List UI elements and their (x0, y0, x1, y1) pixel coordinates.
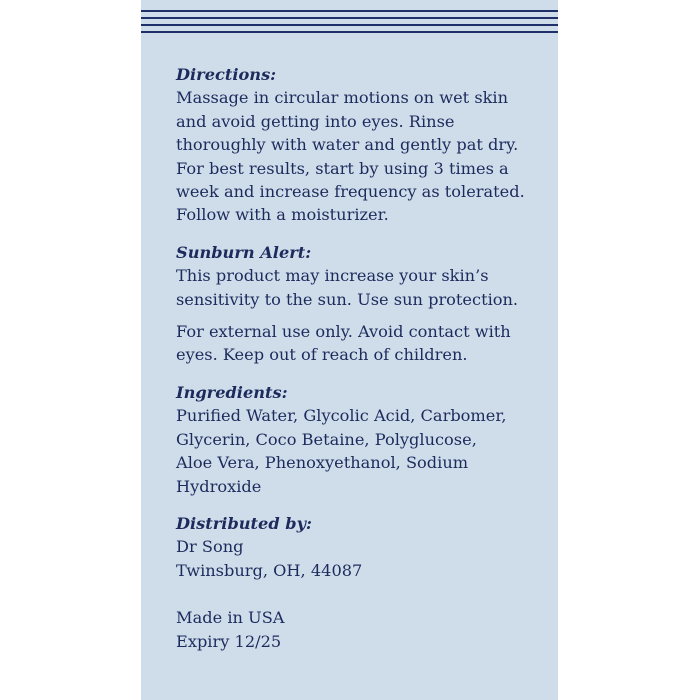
ingredients-line: Glycerin, Coco Betaine, Polyglucose, (176, 429, 477, 449)
ingredients-line: Purified Water, Glycolic Acid, Carbomer, (176, 406, 507, 426)
distributor-address: Twinsburg, OH, 44087 (176, 560, 363, 580)
stripe-line (141, 31, 558, 33)
ingredients-heading: Ingredients: (176, 382, 288, 402)
stripe-line (141, 10, 558, 12)
expiry-text: Expiry 12/25 (176, 631, 282, 651)
ingredients-section (176, 381, 551, 498)
stripe-line (141, 17, 558, 19)
warning-section (176, 320, 551, 367)
warning-line: eyes. Keep out of reach of children. (176, 345, 468, 365)
ingredients-line: Aloe Vera, Phenoxyethanol, Sodium (176, 453, 469, 473)
directions-section (176, 63, 551, 227)
distributor-name: Dr Song (176, 537, 244, 557)
distributor-heading: Distributed by: (176, 513, 312, 533)
directions-line: Follow with a moisturizer. (176, 205, 389, 225)
product-label-panel (141, 0, 558, 700)
directions-line: Massage in circular motions on wet skin (176, 88, 509, 108)
warning-line: For external use only. Avoid contact with (176, 322, 511, 342)
sunburn-alert-line: sensitivity to the sun. Use sun protection. (176, 289, 519, 309)
label-text-block (176, 63, 551, 653)
sunburn-alert-section (176, 241, 551, 311)
directions-line: week and increase frequency as tolerated. (176, 182, 525, 202)
stripe-line (141, 24, 558, 26)
origin-text: Made in USA (176, 608, 285, 628)
ingredients-line: Hydroxide (176, 476, 262, 496)
directions-line: thoroughly with water and gently pat dry. (176, 135, 519, 155)
directions-line: For best results, start by using 3 times a (176, 158, 509, 178)
decorative-stripes (141, 10, 558, 40)
sunburn-alert-heading: Sunburn Alert: (176, 242, 312, 262)
directions-heading: Directions: (176, 65, 277, 84)
distributor-section (176, 512, 551, 582)
directions-line: and avoid getting into eyes. Rinse (176, 111, 455, 131)
origin-expiry-section (176, 606, 551, 653)
sunburn-alert-line: This product may increase your skin’s (176, 266, 489, 286)
